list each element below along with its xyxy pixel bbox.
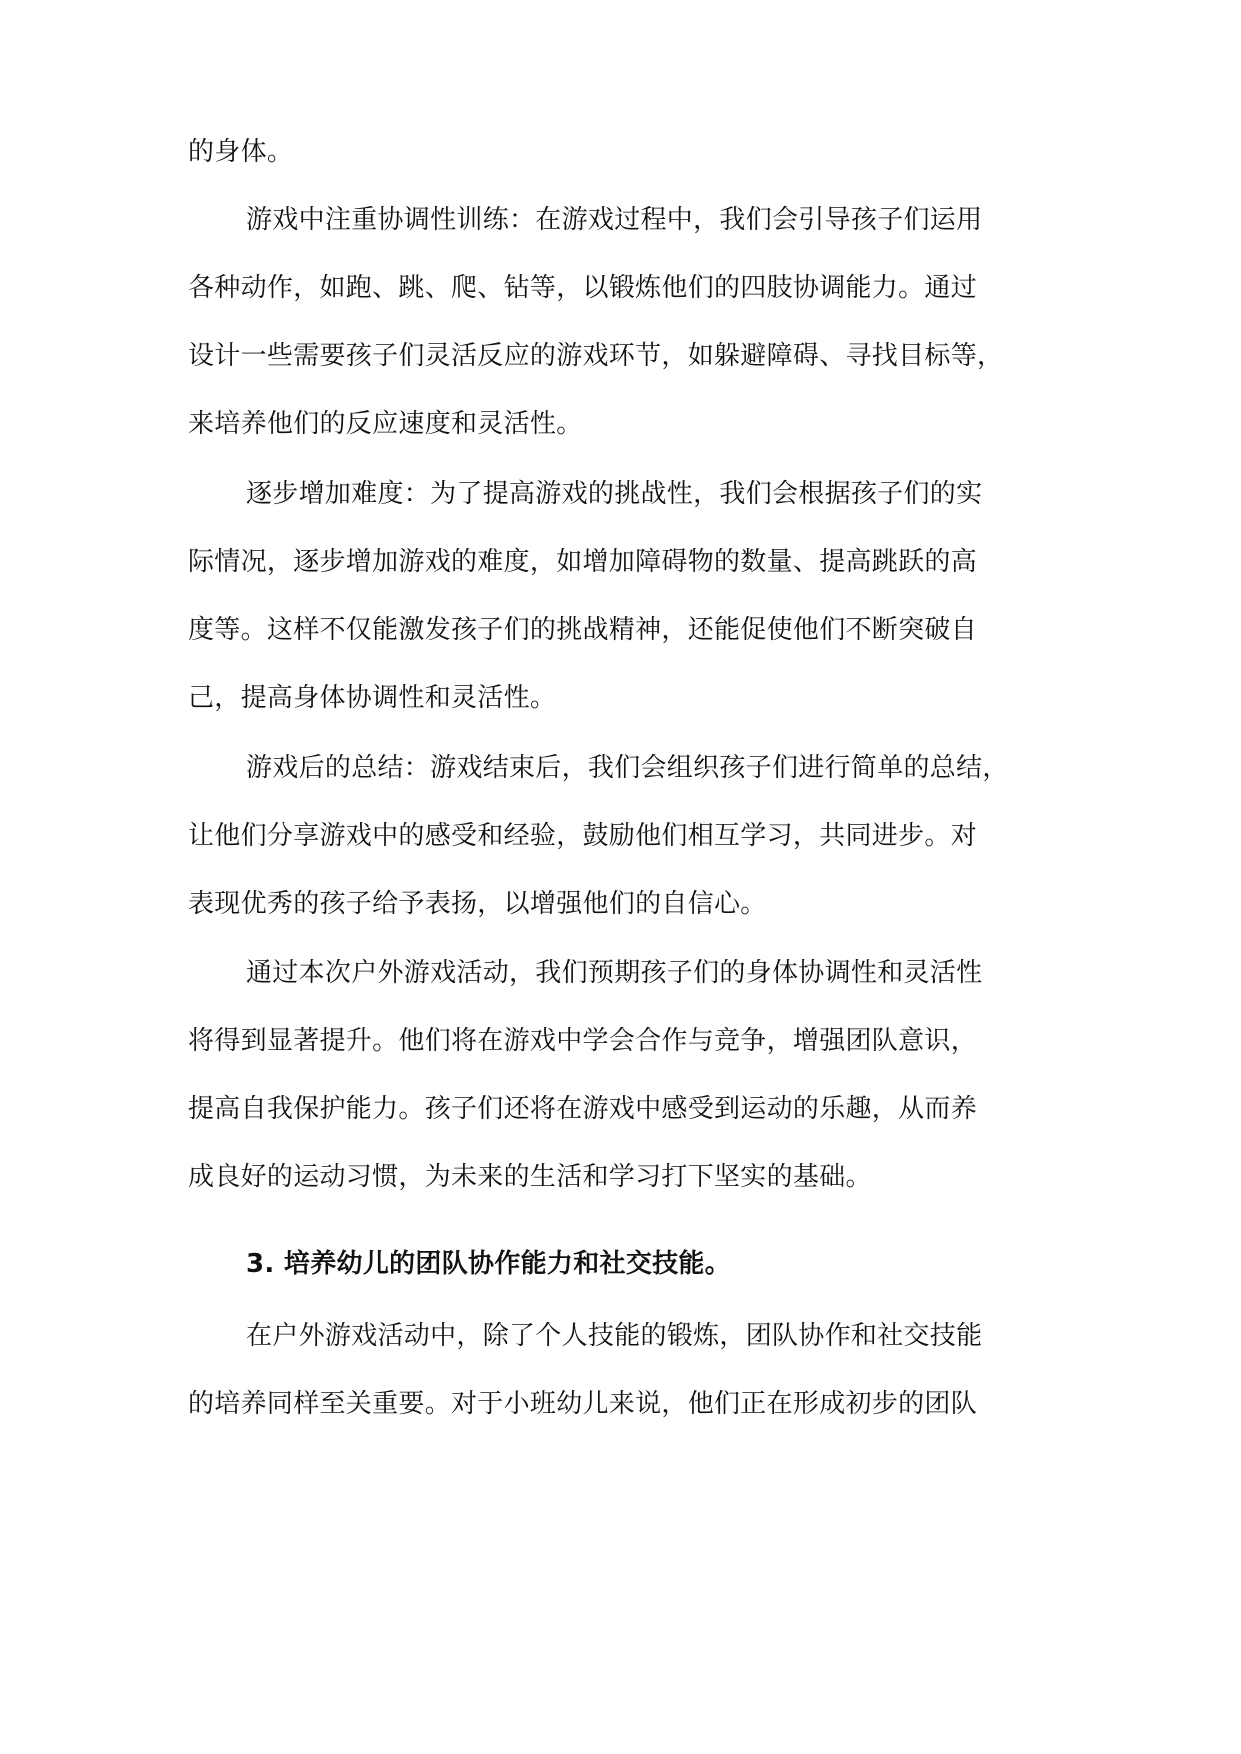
section-heading: 3. 培养幼儿的团队协作能力和社交技能。 (246, 1249, 732, 1279)
text-line: 的身体。 (188, 137, 294, 167)
text-line: 让他们分享游戏中的感受和经验，鼓励他们相互学习，共同进步。对 (188, 821, 978, 851)
text-line: 设计一些需要孩子们灵活反应的游戏环节，如躲避障碍、寻找目标等， (188, 341, 1004, 371)
text-line: 际情况，逐步增加游戏的难度，如增加障碍物的数量、提高跳跃的高 (188, 547, 978, 577)
text-line: 成良好的运动习惯，为未来的生活和学习打下坚实的基础。 (188, 1162, 872, 1192)
text-line: 的培养同样至关重要。对于小班幼儿来说，他们正在形成初步的团队 (188, 1389, 978, 1419)
text-line: 各种动作，如跑、跳、爬、钻等，以锻炼他们的四肢协调能力。通过 (188, 273, 978, 303)
paragraph-first-line: 游戏中注重协调性训练：在游戏过程中，我们会引导孩子们运用 (246, 205, 983, 235)
text-line: 度等。这样不仅能激发孩子们的挑战精神，还能促使他们不断突破自 (188, 615, 978, 645)
text-line: 将得到显著提升。他们将在游戏中学会合作与竞争，增强团队意识， (188, 1026, 978, 1056)
text-line: 提高自我保护能力。孩子们还将在游戏中感受到运动的乐趣，从而养 (188, 1094, 978, 1124)
paragraph-first-line: 逐步增加难度：为了提高游戏的挑战性，我们会根据孩子们的实 (246, 479, 983, 509)
text-line: 己，提高身体协调性和灵活性。 (188, 683, 557, 713)
paragraph-first-line: 在户外游戏活动中，除了个人技能的锻炼，团队协作和社交技能 (246, 1321, 983, 1351)
paragraph-first-line: 游戏后的总结：游戏结束后，我们会组织孩子们进行简单的总结， (246, 753, 1009, 783)
text-line: 来培养他们的反应速度和灵活性。 (188, 409, 583, 439)
paragraph-first-line: 通过本次户外游戏活动，我们预期孩子们的身体协调性和灵活性 (246, 958, 983, 988)
text-line: 表现优秀的孩子给予表扬，以增强他们的自信心。 (188, 889, 767, 919)
